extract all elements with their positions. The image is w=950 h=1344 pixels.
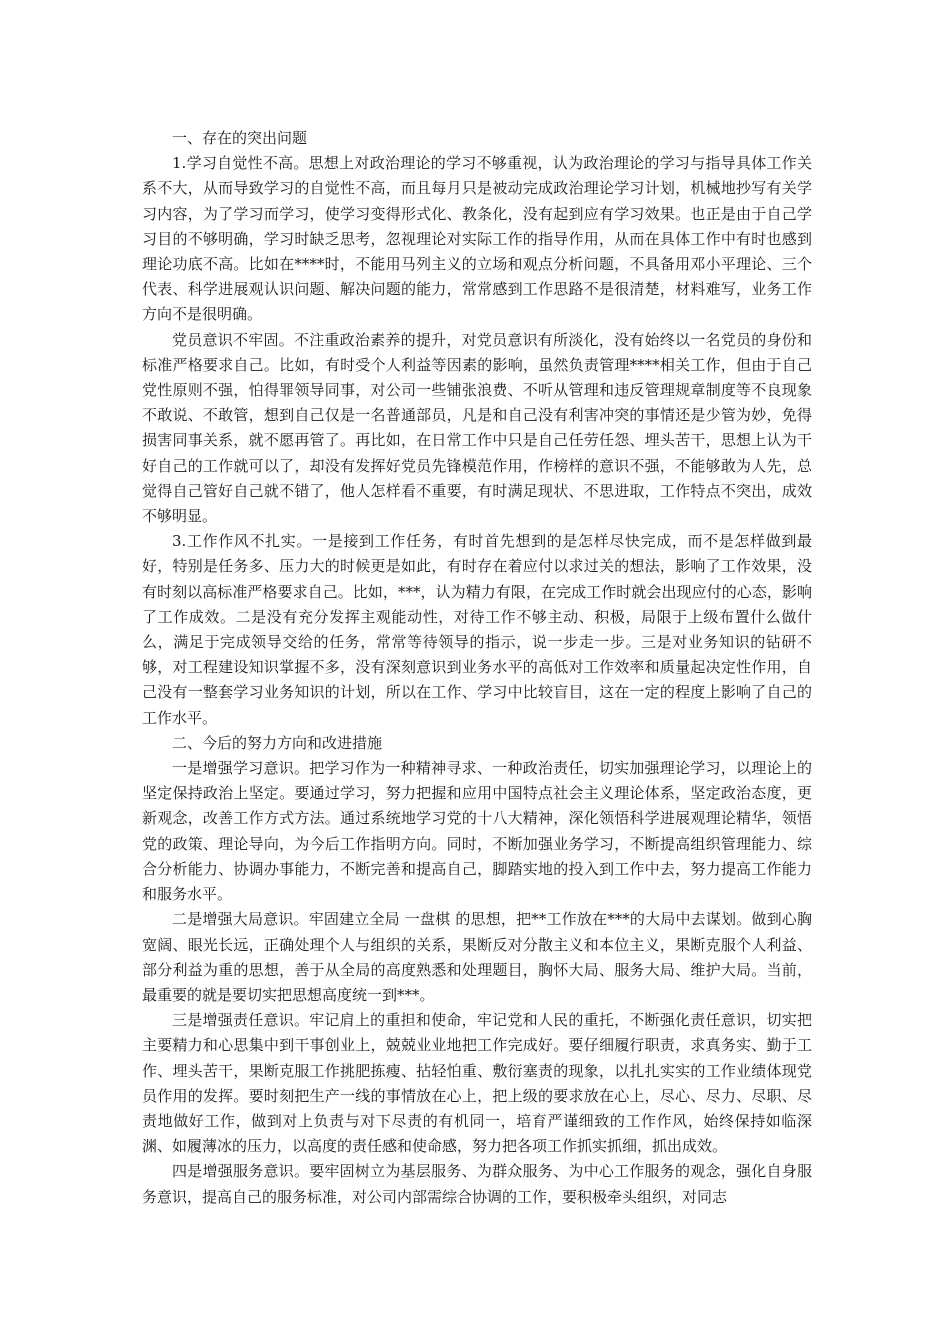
paragraph-work-style: 3.工作作风不扎实。一是接到工作任务，有时首先想到的是怎样尽快完成，而不是怎样做到最好，特别是任务多、压力大的时候更是如此，有时存在着应付以求过关的想法，影响了工作效果，没有时刻以高标准严格要求自己。比如，***，认为精力有限，在完成工作时就会出现应付的心态，影响了工作成效。二是没有充分发挥主观能动性，对待工作不够主动、积极，局限于上级布置什么做什么，满足于完成领导交给的任务，常常等待领导的指示，说一步走一步。三是对业务知识的钻研不够，对工程建设知识掌握不多，没有深刻意识到业务水平的高低对工作效率和质量起决定性作用，自己没有一整套学习业务知识的计划，所以在工作、学习中比较盲目，这在一定的程度上影响了自己的工作水平。 <box>142 532 812 727</box>
paragraph-responsibility: 三是增强责任意识。牢记肩上的重担和使命，牢记党和人民的重托，不断强化责任意识，切实把主要精力和心思集中到干事创业上，兢兢业业地把工作完成好。要仔细履行职责，求真务实、勤于工作、埋头苦干，果断克服工作挑肥拣瘦、拈轻怕重、敷衍塞责的现象，以扎扎实实的工作业绩体现党员作用的发挥。要时刻把生产一线的事情放在心上，把上级的要求放在心上，尽心、尽力、尽职、尽责地做好工作，做到对上负责与对下尽责的有机同一，培育严谨细致的工作作风，始终保持如临深渊、如履薄冰的压力，以高度的责任感和使命感，努力把各项工作抓实抓细，抓出成效。 <box>142 1011 812 1156</box>
document-page <box>142 126 812 1210</box>
section-heading-problems: 一、存在的突出问题 <box>172 129 308 147</box>
paragraph-party-awareness: 党员意识不牢固。不注重政治素养的提升，对党员意识有所淡化，没有始终以一名党员的身份和标准严格要求自己。比如，有时受个人利益等因素的影响，虽然负责管理****相关工作，但由于自己党性原则不强，怕得罪领导同事，对公司一些铺张浪费、不听从管理和违反管理规章制度等不良现象不敢说、不敢管，想到自己仅是一名普通部员，凡是和自己没有利害冲突的事情还是少管为妙，免得损害同事关系，就不愿再管了。再比如，在日常工作中只是自己任劳任怨、埋头苦干，思想上认为干好自己的工作就可以了，却没有发挥好党员先锋模范作用，作榜样的意识不强，不能够敢为人先，总觉得自己管好自己就不错了，他人怎样看不重要，有时满足现状、不思进取，工作特点不突出，成效不够明显。 <box>142 330 812 526</box>
section-heading-improvements: 二、今后的努力方向和改进措施 <box>172 733 383 752</box>
paragraph-learning: 一是增强学习意识。把学习作为一种精神寻求、一种政治责任，切实加强理论学习，以理论上的坚定保持政治上坚定。要通过学习，努力把握和应用中国特点社会主义理论体系，坚定政治态度，更新观念，改善工作方式方法。通过系统地学习党的十八大精神，深化领悟科学进展观理论精华，领悟党的政策、理论导向，为今后工作指明方向。同时，不断加强业务学习，不断提高组织管理能力、综合分析能力、协调办事能力，不断完善和提高自己，脚踏实地的投入到工作中去，努力提高工作能力和服务水平。 <box>142 759 812 904</box>
paragraph-big-picture: 二是增强大局意识。牢固建立全局 一盘棋 的思想，把**工作放在***的大局中去谋划。做到心胸宽阔、眼光长远，正确处理个人与组织的关系，果断反对分散主义和本位主义，果断克服个人利益、部分利益为重的思想，善于从全局的高度熟悉和处理题目，胸怀大局、服务大局、维护大局。当前，最重要的就是要切实把思想高度统一到***。 <box>142 910 812 1004</box>
paragraph-service: 四是增强服务意识。要牢固树立为基层服务、为群众服务、为中心工作服务的观念，强化自身服务意识，提高自己的服务标准，对公司内部需综合协调的工作，要积极牵头组织，对同志 <box>142 1162 812 1206</box>
paragraph-study-consciousness: 1.学习自觉性不高。思想上对政治理论的学习不够重视，认为政治理论的学习与指导具体工作关系不大，从而导致学习的自觉性不高，而且每月只是被动完成政治理论学习计划，机械地抄写有关学习内容，为了学习而学习，使学习变得形式化、教条化，没有起到应有学习效果。也正是由于自己学习目的不够明确，学习时缺乏思考，忽视理论对实际工作的指导作用，从而在具体工作中有时也感到理论功底不高。比如在****时，不能用马列主义的立场和观点分析问题，不具备用邓小平理论、三个代表、科学进展观认识问题、解决问题的能力，常常感到工作思路不是很清楚，材料难写，业务工作方向不是很明确。 <box>142 154 812 324</box>
